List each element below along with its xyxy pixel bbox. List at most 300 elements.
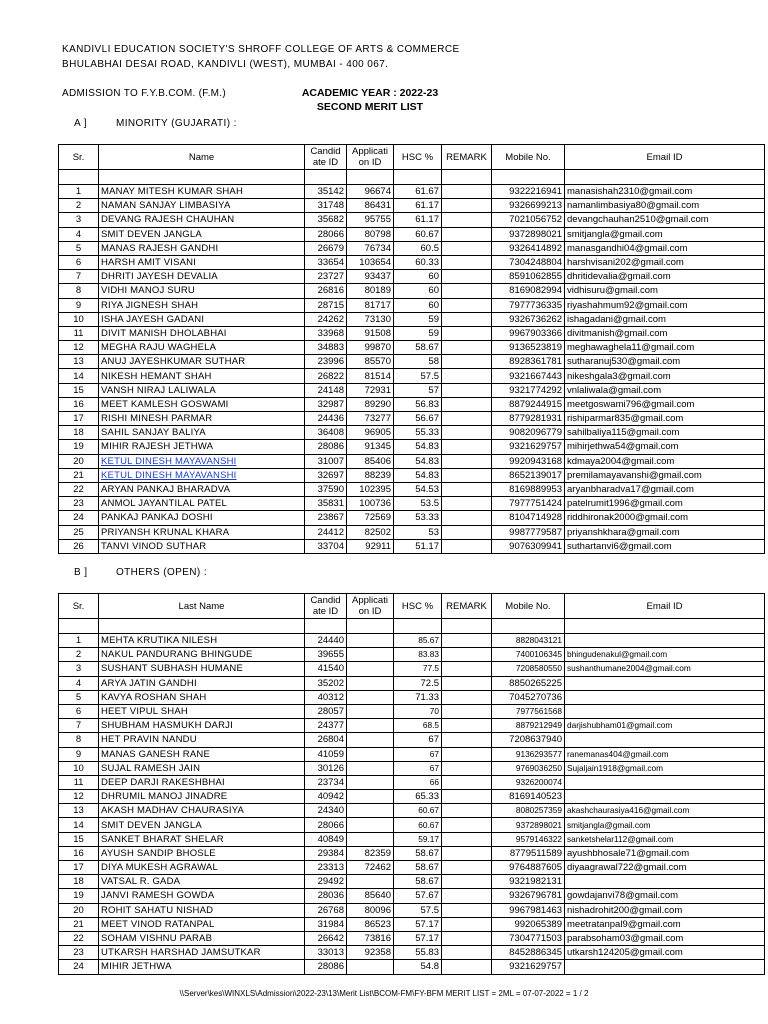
remark-cell	[442, 917, 492, 931]
name-cell: MEET VINOD RATANPAL	[99, 917, 305, 931]
sr-cell: 2	[59, 199, 99, 213]
candidate-id-cell: 24262	[305, 312, 347, 326]
mobile-cell: 9326414892	[492, 241, 565, 255]
name-cell: ROHIT SAHATU NISHAD	[99, 903, 305, 917]
remark-cell	[442, 298, 492, 312]
name-cell: SMIT DEVEN JANGLA	[99, 818, 305, 832]
remark-cell	[442, 733, 492, 747]
mobile-cell: 9920943168	[492, 454, 565, 468]
candidate-id-cell: 26816	[305, 284, 347, 298]
hsc-percent-cell: 61.17	[394, 213, 442, 227]
sr-cell: 19	[59, 889, 99, 903]
candidate-id-cell: 24148	[305, 383, 347, 397]
table-row	[59, 761, 765, 775]
application-id-cell	[347, 775, 394, 789]
table-row	[59, 482, 765, 496]
mobile-cell: 992065389	[492, 917, 565, 931]
table-row	[59, 634, 765, 648]
application-id-cell: 92911	[347, 539, 394, 553]
application-id-cell: 88239	[347, 468, 394, 482]
hsc-percent-cell: 72.5	[394, 676, 442, 690]
spacer-cell	[59, 619, 99, 634]
email-cell: utkarsh124205@gmail.com	[565, 946, 765, 960]
name-cell: MEGHA RAJU WAGHELA	[99, 341, 305, 355]
column-header: Candid ate ID	[305, 594, 347, 619]
mobile-cell: 9136293577	[492, 747, 565, 761]
spacer-cell	[347, 170, 394, 185]
spacer-cell	[492, 170, 565, 185]
name-cell: PANKAJ PANKAJ DOSHI	[99, 511, 305, 525]
table-row	[59, 369, 765, 383]
application-id-cell: 72462	[347, 861, 394, 875]
candidate-id-cell: 28715	[305, 298, 347, 312]
sr-cell: 15	[59, 832, 99, 846]
remark-cell	[442, 270, 492, 284]
sr-cell: 24	[59, 511, 99, 525]
application-id-cell: 95755	[347, 213, 394, 227]
spacer-cell	[99, 619, 305, 634]
email-cell: mihirjethwa54@gmail.com	[565, 440, 765, 454]
sr-cell: 9	[59, 298, 99, 312]
sr-cell: 4	[59, 227, 99, 241]
application-id-cell	[347, 875, 394, 889]
hsc-percent-cell: 59	[394, 326, 442, 340]
candidate-id-cell: 28086	[305, 440, 347, 454]
candidate-id-cell: 28066	[305, 227, 347, 241]
remark-cell	[442, 704, 492, 718]
remark-cell	[442, 676, 492, 690]
hsc-percent-cell: 57.17	[394, 931, 442, 945]
application-id-cell: 73130	[347, 312, 394, 326]
name-cell: VIDHI MANOJ SURU	[99, 284, 305, 298]
email-cell: parabsoham03@gmail.com	[565, 931, 765, 945]
hsc-percent-cell: 58.67	[394, 861, 442, 875]
email-cell	[565, 676, 765, 690]
hsc-percent-cell: 53.5	[394, 497, 442, 511]
remark-cell	[442, 468, 492, 482]
sr-cell: 18	[59, 426, 99, 440]
sr-cell: 7	[59, 270, 99, 284]
file-path-footer: \\Server\kes\WINXLS\Admission\2022-23\13\Merit List\BCOM-FM\FY-BFM MERIT LIST = 2ML = 07-07-2022 = 1 / 2	[179, 989, 589, 998]
email-cell: akashchaurasiya416@gmail.com	[565, 804, 765, 818]
mobile-cell: 7304771503	[492, 931, 565, 945]
email-cell: kdmaya2004@gmail.com	[565, 454, 765, 468]
email-cell: rishiparmar835@gmail.com	[565, 412, 765, 426]
mobile-cell: 8879212949	[492, 719, 565, 733]
sr-cell: 26	[59, 539, 99, 553]
hsc-percent-cell: 54.83	[394, 454, 442, 468]
table-row	[59, 719, 765, 733]
sr-cell: 20	[59, 454, 99, 468]
table-row	[59, 426, 765, 440]
mobile-cell: 8879244915	[492, 397, 565, 411]
application-id-cell	[347, 690, 394, 704]
name-cell: MIHIR RAJESH JETHWA	[99, 440, 305, 454]
email-cell: nikeshgala3@gmail.com	[565, 369, 765, 383]
table-row	[59, 383, 765, 397]
remark-cell	[442, 832, 492, 846]
remark-cell	[442, 227, 492, 241]
mobile-cell: 8104714928	[492, 511, 565, 525]
remark-cell	[442, 241, 492, 255]
application-id-cell: 82359	[347, 846, 394, 860]
email-cell: ayushbhosale71@gmail.com	[565, 846, 765, 860]
table-row	[59, 270, 765, 284]
section-a-title: MINORITY (GUJARATI) :	[116, 118, 237, 129]
name-cell: VANSH NIRAJ LALIWALA	[99, 383, 305, 397]
minority-merit-table	[58, 144, 765, 554]
hsc-percent-cell: 60.67	[394, 227, 442, 241]
application-id-cell: 81514	[347, 369, 394, 383]
mobile-cell: 9076309941	[492, 539, 565, 553]
application-id-cell: 72931	[347, 383, 394, 397]
remark-cell	[442, 761, 492, 775]
name-cell: SUSHANT SUBHASH HUMANE	[99, 662, 305, 676]
name-cell: ARYAN PANKAJ BHARADVA	[99, 482, 305, 496]
table-row	[59, 775, 765, 789]
mobile-cell: 8591062855	[492, 270, 565, 284]
email-cell	[565, 960, 765, 974]
remark-cell	[442, 511, 492, 525]
column-header: Sr.	[59, 594, 99, 619]
sr-cell: 20	[59, 903, 99, 917]
mobile-cell: 9967903366	[492, 326, 565, 340]
application-id-cell: 85406	[347, 454, 394, 468]
hsc-percent-cell: 59.17	[394, 832, 442, 846]
email-cell: devangchauhan2510@gmail.com	[565, 213, 765, 227]
candidate-id-cell: 26679	[305, 241, 347, 255]
name-cell: UTKARSH HARSHAD JAMSUTKAR	[99, 946, 305, 960]
hsc-percent-cell: 67	[394, 747, 442, 761]
email-cell: dhritidevalia@gmail.com	[565, 270, 765, 284]
remark-cell	[442, 312, 492, 326]
application-id-cell: 81717	[347, 298, 394, 312]
hsc-percent-cell: 55.33	[394, 426, 442, 440]
column-header: REMARK	[442, 145, 492, 170]
table-row	[59, 525, 765, 539]
application-id-cell: 92358	[347, 946, 394, 960]
name-cell: NAMAN SANJAY LIMBASIYA	[99, 199, 305, 213]
sr-cell: 13	[59, 355, 99, 369]
application-id-cell: 73816	[347, 931, 394, 945]
name-cell: MANAS GANESH RANE	[99, 747, 305, 761]
mobile-cell: 7304248804	[492, 255, 565, 269]
table-row	[59, 412, 765, 426]
name-cell: SANKET BHARAT SHELAR	[99, 832, 305, 846]
name-cell: DHRITI JAYESH DEVALIA	[99, 270, 305, 284]
mobile-cell: 9321667443	[492, 369, 565, 383]
hsc-percent-cell: 60.33	[394, 255, 442, 269]
application-id-cell: 76734	[347, 241, 394, 255]
candidate-id-cell: 36408	[305, 426, 347, 440]
name-cell: ANUJ JAYESHKUMAR SUTHAR	[99, 355, 305, 369]
application-id-cell	[347, 676, 394, 690]
mobile-cell: 8169140523	[492, 790, 565, 804]
application-id-cell: 86523	[347, 917, 394, 931]
name-cell: MEET KAMLESH GOSWAMI	[99, 397, 305, 411]
email-cell: meetratanpal9@gmail.com	[565, 917, 765, 931]
mobile-cell: 8652139017	[492, 468, 565, 482]
application-id-cell: 103654	[347, 255, 394, 269]
application-id-cell	[347, 818, 394, 832]
email-cell: bhingudenakul@gmail.com	[565, 648, 765, 662]
remark-cell	[442, 931, 492, 945]
email-cell	[565, 690, 765, 704]
email-cell: riddhironak2000@gmail.com	[565, 511, 765, 525]
application-id-cell	[347, 761, 394, 775]
name-cell: MEHTA KRUTIKA NILESH	[99, 634, 305, 648]
hsc-percent-cell: 58	[394, 355, 442, 369]
candidate-id-cell: 35202	[305, 676, 347, 690]
remark-cell	[442, 326, 492, 340]
name-cell: DEVANG RAJESH CHAUHAN	[99, 213, 305, 227]
name-cell: ARYA JATIN GANDHI	[99, 676, 305, 690]
sr-cell: 3	[59, 213, 99, 227]
remark-cell	[442, 690, 492, 704]
email-cell	[565, 875, 765, 889]
sr-cell: 18	[59, 875, 99, 889]
candidate-id-cell: 33704	[305, 539, 347, 553]
application-id-cell: 82502	[347, 525, 394, 539]
email-cell: diyaagrawal722@gmail.com	[565, 861, 765, 875]
table-row	[59, 818, 765, 832]
candidate-id-cell: 30126	[305, 761, 347, 775]
table-row	[59, 185, 765, 199]
email-cell: nishadrohit200@gmail.com	[565, 903, 765, 917]
remark-cell	[442, 440, 492, 454]
email-cell: patelrumit1996@gmail.com	[565, 497, 765, 511]
sr-cell: 5	[59, 690, 99, 704]
name-cell: ISHA JAYESH GADANI	[99, 312, 305, 326]
candidate-id-cell: 32987	[305, 397, 347, 411]
remark-cell	[442, 875, 492, 889]
table-row	[59, 213, 765, 227]
remark-cell	[442, 889, 492, 903]
sr-cell: 12	[59, 790, 99, 804]
name-cell: JANVI RAMESH GOWDA	[99, 889, 305, 903]
candidate-id-cell: 24440	[305, 634, 347, 648]
hsc-percent-cell: 60.5	[394, 241, 442, 255]
remark-cell	[442, 255, 492, 269]
mobile-cell: 9321982131	[492, 875, 565, 889]
spacer-row	[59, 170, 765, 185]
name-cell: MANAS RAJESH GANDHI	[99, 241, 305, 255]
section-a-marker: A ]	[74, 118, 87, 129]
table-row	[59, 341, 765, 355]
sr-cell: 25	[59, 525, 99, 539]
mobile-cell: 8080257359	[492, 804, 565, 818]
spacer-cell	[99, 170, 305, 185]
name-cell: SAHIL SANJAY BALIYA	[99, 426, 305, 440]
name-cell: DHRUMIL MANOJ JINADRE	[99, 790, 305, 804]
table-row	[59, 662, 765, 676]
hsc-percent-cell: 67	[394, 733, 442, 747]
table-row	[59, 946, 765, 960]
name-cell: KAVYA ROSHAN SHAH	[99, 690, 305, 704]
table-row	[59, 960, 765, 974]
name-cell[interactable]: KETUL DINESH MAYAVANSHI	[99, 468, 305, 482]
application-id-cell: 80798	[347, 227, 394, 241]
mobile-cell: 9372898021	[492, 818, 565, 832]
hsc-percent-cell: 54.8	[394, 960, 442, 974]
sr-cell: 8	[59, 284, 99, 298]
remark-cell	[442, 284, 492, 298]
mobile-cell: 9321774292	[492, 383, 565, 397]
section-b-heading	[74, 567, 207, 578]
column-header: Applicati on ID	[347, 145, 394, 170]
column-header: REMARK	[442, 594, 492, 619]
hsc-percent-cell: 54.83	[394, 468, 442, 482]
hsc-percent-cell: 54.53	[394, 482, 442, 496]
candidate-id-cell: 28066	[305, 818, 347, 832]
candidate-id-cell: 41059	[305, 747, 347, 761]
sr-cell: 23	[59, 946, 99, 960]
spacer-cell	[305, 170, 347, 185]
table-row	[59, 733, 765, 747]
remark-cell	[442, 662, 492, 676]
remark-cell	[442, 747, 492, 761]
table-row	[59, 298, 765, 312]
name-cell: ANMOL JAYANTILAL PATEL	[99, 497, 305, 511]
email-cell: aryanbharadva17@gmail.com	[565, 482, 765, 496]
candidate-id-cell: 39655	[305, 648, 347, 662]
table-row	[59, 255, 765, 269]
remark-cell	[442, 525, 492, 539]
application-id-cell: 99870	[347, 341, 394, 355]
sr-cell: 4	[59, 676, 99, 690]
candidate-id-cell: 26642	[305, 931, 347, 945]
mobile-cell: 8452886345	[492, 946, 565, 960]
remark-cell	[442, 775, 492, 789]
table-row	[59, 312, 765, 326]
application-id-cell	[347, 747, 394, 761]
sr-cell: 24	[59, 960, 99, 974]
candidate-id-cell: 23727	[305, 270, 347, 284]
candidate-id-cell: 28036	[305, 889, 347, 903]
email-cell: sushanthumane2004@gmail.com	[565, 662, 765, 676]
table-row	[59, 861, 765, 875]
table-row	[59, 747, 765, 761]
remark-cell	[442, 497, 492, 511]
remark-cell	[442, 946, 492, 960]
application-id-cell: 96905	[347, 426, 394, 440]
candidate-id-cell: 31748	[305, 199, 347, 213]
hsc-percent-cell: 77.5	[394, 662, 442, 676]
application-id-cell: 89290	[347, 397, 394, 411]
hsc-percent-cell: 57.67	[394, 889, 442, 903]
mobile-cell: 7977736335	[492, 298, 565, 312]
name-cell: HET PRAVIN NANDU	[99, 733, 305, 747]
candidate-id-cell: 24436	[305, 412, 347, 426]
sr-cell: 22	[59, 931, 99, 945]
column-header: Mobile No.	[492, 145, 565, 170]
table-row	[59, 326, 765, 340]
mobile-cell: 9967981463	[492, 903, 565, 917]
remark-cell	[442, 804, 492, 818]
spacer-cell	[347, 619, 394, 634]
name-cell: SOHAM VISHNU PARAB	[99, 931, 305, 945]
table-row	[59, 511, 765, 525]
mobile-cell: 9321629757	[492, 440, 565, 454]
mobile-cell: 9326796781	[492, 889, 565, 903]
application-id-cell: 72569	[347, 511, 394, 525]
section-a-heading	[74, 118, 237, 129]
remark-cell	[442, 355, 492, 369]
mobile-cell: 9579146322	[492, 832, 565, 846]
email-cell: smitjangla@gmail.com	[565, 227, 765, 241]
table-row	[59, 931, 765, 945]
sr-cell: 16	[59, 846, 99, 860]
candidate-id-cell: 24340	[305, 804, 347, 818]
hsc-percent-cell: 57.5	[394, 369, 442, 383]
name-cell: RIYA JIGNESH SHAH	[99, 298, 305, 312]
sr-cell: 8	[59, 733, 99, 747]
candidate-id-cell: 31984	[305, 917, 347, 931]
email-cell: smitjangla@gmail.com	[565, 818, 765, 832]
table-header-row	[59, 145, 765, 170]
name-cell: MANAY MITESH KUMAR SHAH	[99, 185, 305, 199]
academic-year: ACADEMIC YEAR : 2022-23	[301, 87, 439, 99]
name-cell: DIYA MUKESH AGRAWAL	[99, 861, 305, 875]
remark-cell	[442, 861, 492, 875]
candidate-id-cell: 33654	[305, 255, 347, 269]
candidate-id-cell: 26804	[305, 733, 347, 747]
email-cell	[565, 775, 765, 789]
candidate-id-cell: 28057	[305, 704, 347, 718]
email-cell	[565, 790, 765, 804]
hsc-percent-cell: 53	[394, 525, 442, 539]
hsc-percent-cell: 60	[394, 298, 442, 312]
application-id-cell: 85640	[347, 889, 394, 903]
application-id-cell: 73277	[347, 412, 394, 426]
column-header: Candid ate ID	[305, 145, 347, 170]
remark-cell	[442, 790, 492, 804]
candidate-id-cell: 33968	[305, 326, 347, 340]
hsc-percent-cell: 60.67	[394, 818, 442, 832]
application-id-cell: 93437	[347, 270, 394, 284]
spacer-cell	[394, 170, 442, 185]
sr-cell: 11	[59, 326, 99, 340]
email-cell: sutharanuj530@gmail.com	[565, 355, 765, 369]
application-id-cell: 80189	[347, 284, 394, 298]
hsc-percent-cell: 60	[394, 284, 442, 298]
spacer-cell	[394, 619, 442, 634]
email-cell	[565, 704, 765, 718]
remark-cell	[442, 539, 492, 553]
application-id-cell: 86431	[347, 199, 394, 213]
table-row	[59, 889, 765, 903]
mobile-cell: 7977561568	[492, 704, 565, 718]
remark-cell	[442, 199, 492, 213]
email-cell: manasgandhi04@gmail.com	[565, 241, 765, 255]
spacer-cell	[59, 170, 99, 185]
remark-cell	[442, 846, 492, 860]
table-row	[59, 397, 765, 411]
name-cell: RISHI MINESH PARMAR	[99, 412, 305, 426]
college-address: BHULABHAI DESAI ROAD, KANDIVLI (WEST), MUMBAI - 400 067.	[62, 59, 389, 70]
candidate-id-cell: 23734	[305, 775, 347, 789]
remark-cell	[442, 960, 492, 974]
candidate-id-cell: 24377	[305, 719, 347, 733]
college-name: KANDIVLI EDUCATION SOCIETY'S SHROFF COLLEGE OF ARTS & COMMERCE	[62, 44, 460, 55]
application-id-cell	[347, 662, 394, 676]
mobile-cell: 8850265225	[492, 676, 565, 690]
spacer-row	[59, 619, 765, 634]
name-cell[interactable]: KETUL DINESH MAYAVANSHI	[99, 454, 305, 468]
sr-cell: 22	[59, 482, 99, 496]
name-cell: PRIYANSH KRUNAL KHARA	[99, 525, 305, 539]
candidate-id-cell: 29492	[305, 875, 347, 889]
